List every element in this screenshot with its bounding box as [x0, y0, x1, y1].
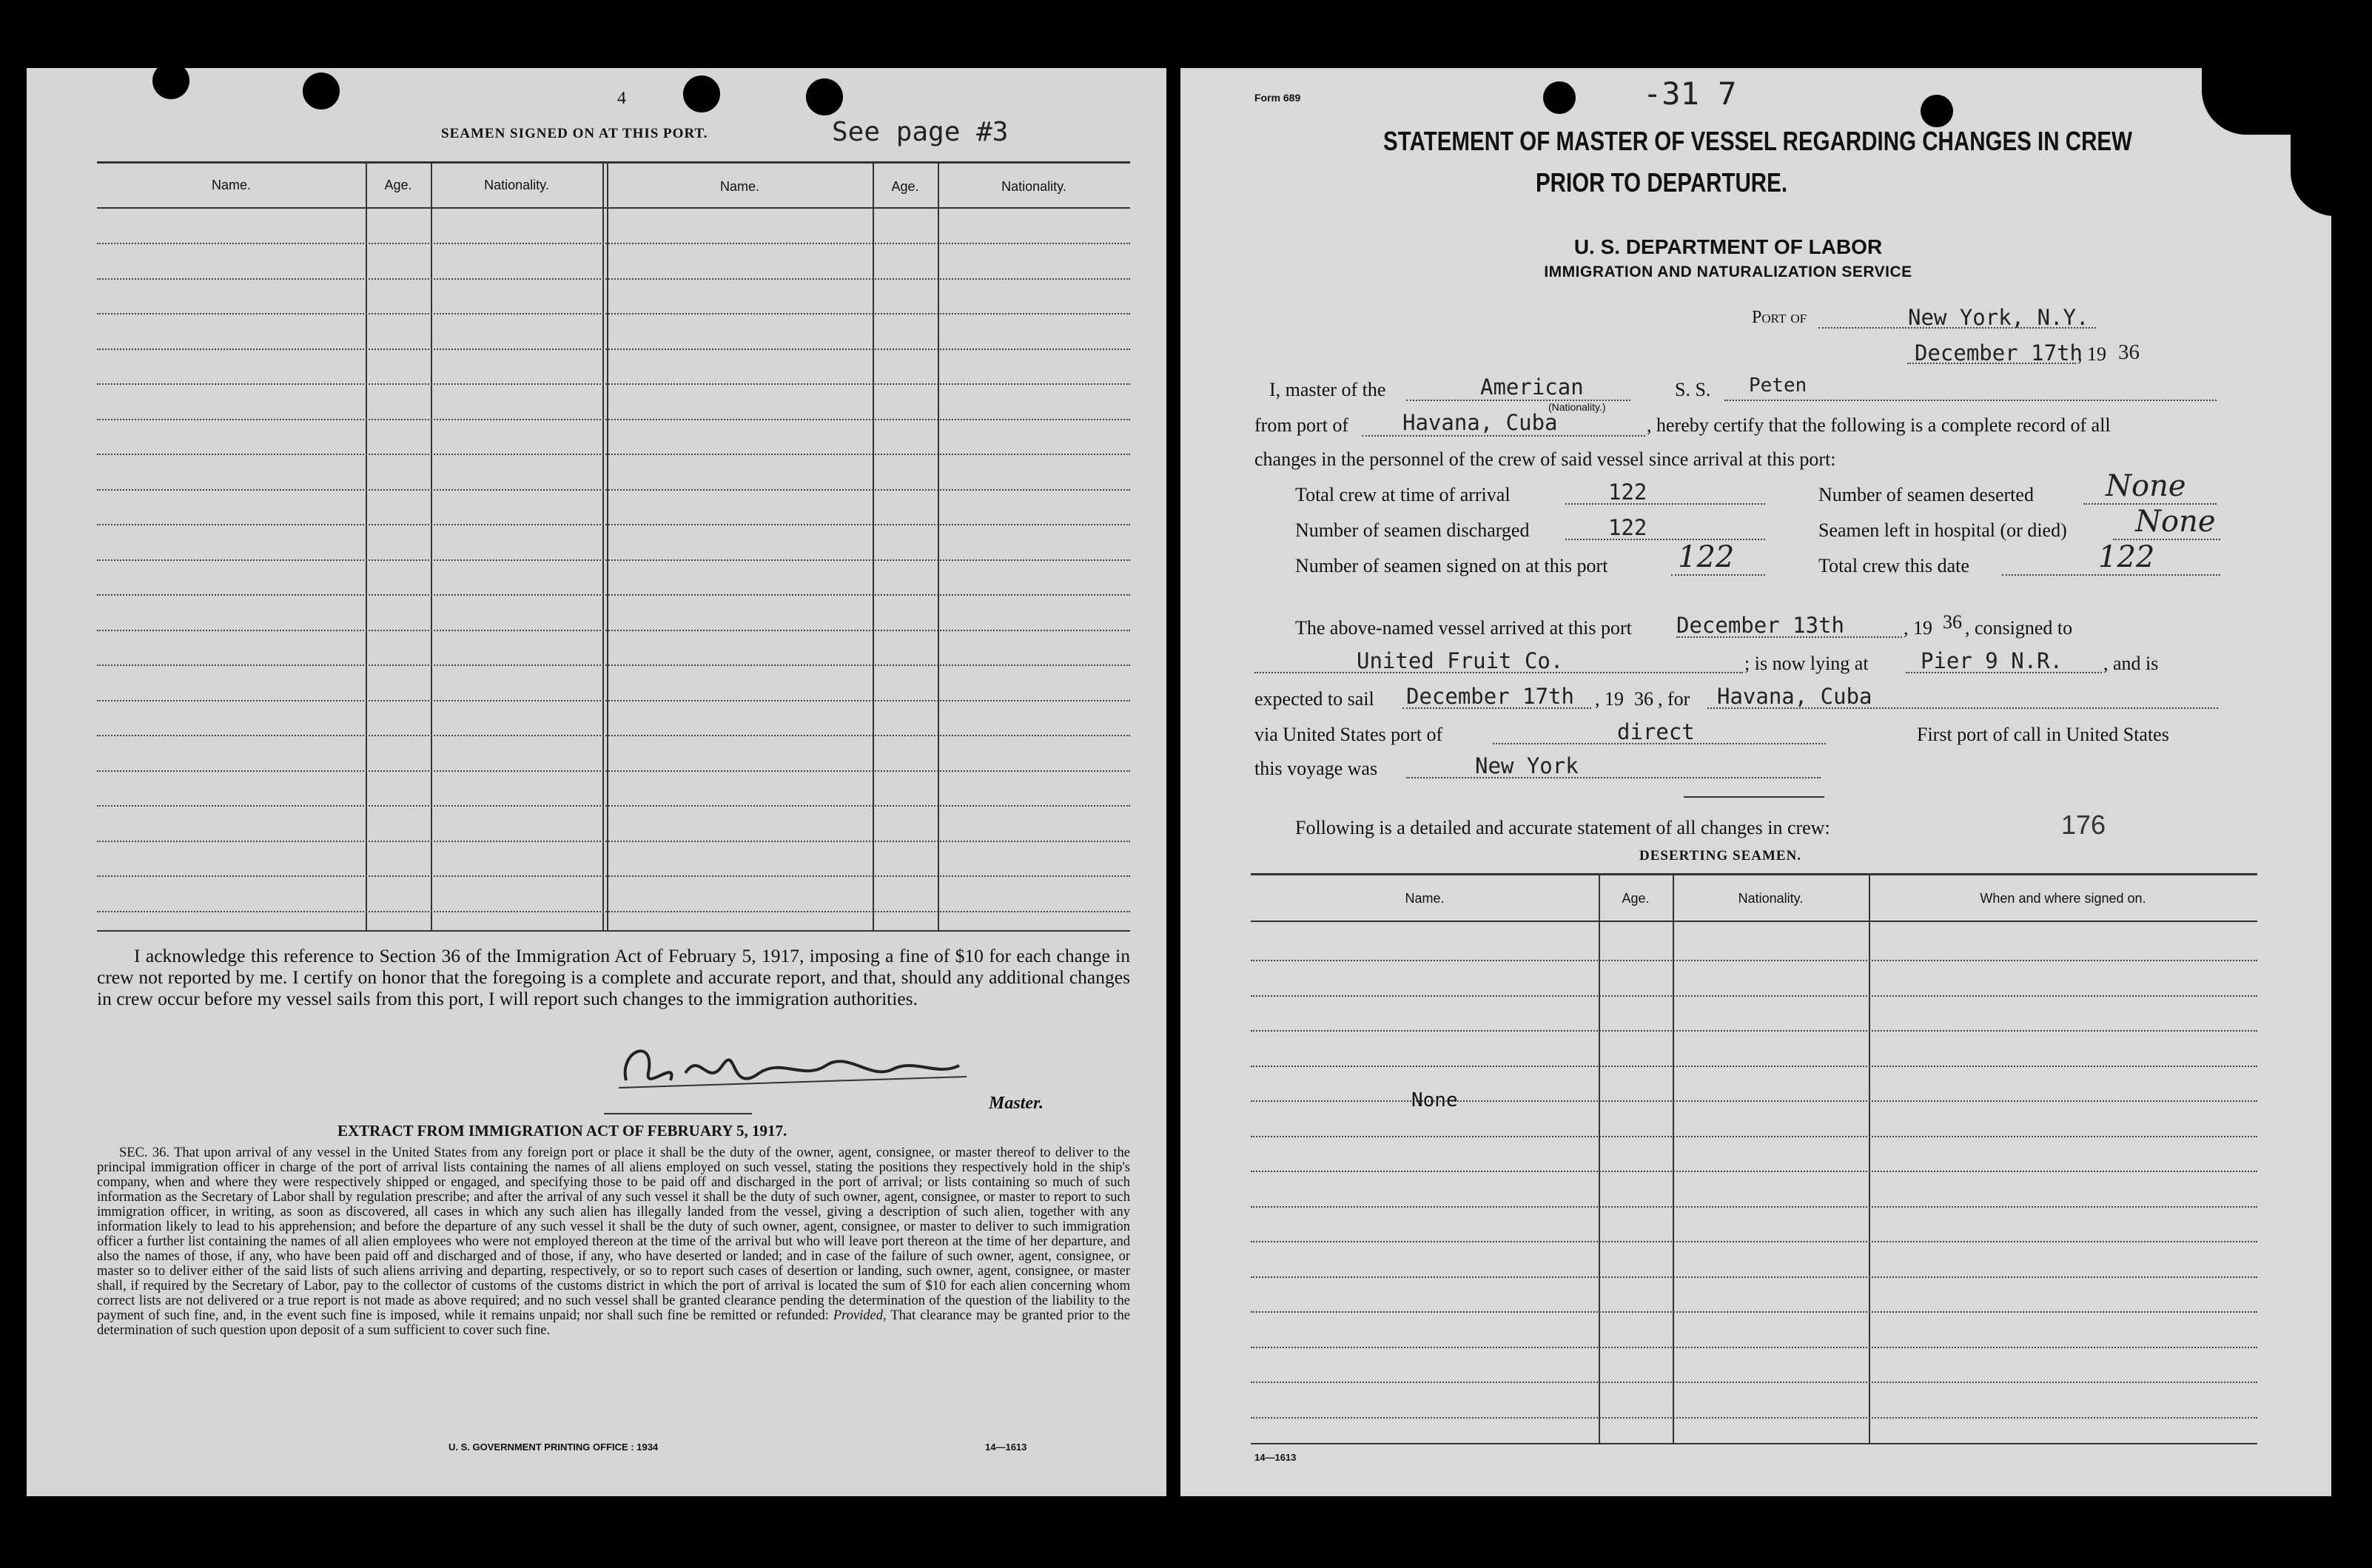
column-header-nationality: Nationality. [484, 178, 549, 192]
year-prefix: , 19 [2077, 343, 2106, 365]
punch-hole [303, 73, 340, 110]
service: IMMIGRATION AND NATURALIZATION SERVICE [1544, 263, 1912, 280]
column-header-signed-on: When and where signed on. [1980, 891, 2146, 906]
punch-hole [806, 78, 843, 115]
arrived-label: The above-named vessel arrived at this port [1295, 617, 1632, 639]
table-row [97, 489, 1130, 491]
form-code: 14—1613 [985, 1441, 1027, 1453]
via-value: direct [1617, 719, 1695, 744]
consigned-label: , consigned to [1965, 617, 2073, 639]
table-row [97, 805, 1130, 807]
arrived-value: December 13th [1676, 613, 1844, 638]
nationality-caption: (Nationality.) [1548, 401, 1606, 413]
column-divider [431, 161, 432, 931]
table-top-rule [1251, 873, 2257, 875]
voyage-label: this voyage was [1254, 758, 1378, 779]
deserting-title: DESERTING SEAMEN. [1639, 848, 1802, 864]
total-crew-arrival-label: Total crew at time of arrival [1295, 484, 1511, 505]
form-title: STATEMENT OF MASTER OF VESSEL REGARDING CHANGES IN CREW [1383, 126, 2132, 156]
stamp-number: 176 [2061, 810, 2106, 840]
table-header-rule [1251, 921, 2257, 922]
table-row [1251, 1382, 2257, 1383]
table-header-rule [97, 207, 1130, 209]
extract-title: EXTRACT FROM IMMIGRATION ACT OF FEBRUARY 5, 1917. [337, 1122, 787, 1140]
table-row [1251, 1417, 2257, 1419]
table-row [97, 278, 1130, 280]
table-row [97, 911, 1130, 912]
arrived-year: 36 [1943, 611, 1962, 633]
column-header-age: Age. [384, 178, 412, 192]
table-top-rule [97, 161, 1130, 164]
ship-value: Peten [1749, 374, 1807, 397]
table-row [1251, 1066, 2257, 1067]
department: U. S. DEPARTMENT OF LABOR [1573, 235, 1883, 258]
handwritten-note: See page #3 [832, 117, 1009, 147]
table-row [1251, 1030, 2257, 1032]
expected-year-prefix: , 19 [1595, 688, 1624, 710]
expected-year: 36 [1634, 688, 1653, 710]
column-divider [366, 161, 367, 931]
port-label: Port of [1752, 308, 1807, 327]
column-header-age: Age. [1622, 891, 1650, 906]
from-port-line [1362, 435, 1645, 437]
consignee-value: United Fruit Co. [1357, 648, 1564, 673]
discharged-line [1565, 539, 1765, 540]
table-row [97, 770, 1130, 772]
table-row [1251, 1171, 2257, 1172]
punch-hole [683, 75, 720, 112]
table-row [1251, 1241, 2257, 1242]
page-number: 4 [617, 89, 626, 108]
table-row [97, 594, 1130, 596]
table-row [1251, 1206, 2257, 1208]
table-row [1251, 960, 2257, 961]
and-is: , and is [2103, 653, 2159, 674]
deserted-value: None [2106, 469, 2186, 503]
table-row [1251, 1276, 2257, 1278]
column-header-name: Name. [719, 179, 759, 194]
form-number: Form 689 [1254, 92, 1301, 104]
table-row [97, 313, 1130, 314]
column-divider [602, 161, 604, 931]
following-text: Following is a detailed and accurate statement of all changes in crew: [1295, 817, 1830, 838]
ss-label: S. S. [1675, 379, 1711, 400]
column-divider [873, 161, 874, 931]
form-code: 14—1613 [1254, 1452, 1297, 1463]
table-row [1251, 1311, 2257, 1313]
total-crew-arrival-value: 122 [1608, 480, 1647, 505]
ship-line [1724, 400, 2217, 401]
table-row [97, 841, 1130, 842]
file-stamp: -31 7 [1643, 75, 1737, 112]
column-divider [938, 161, 939, 931]
total-crew-date-label: Total crew this date [1818, 555, 1969, 576]
signed-on-line [1671, 574, 1765, 576]
master-signature [611, 1029, 996, 1111]
table-row [97, 454, 1130, 455]
first-port-label: First port of call in United States [1917, 724, 2169, 745]
total-crew-arrival-line [1565, 503, 1765, 505]
divider [604, 1113, 752, 1114]
changes-text: changes in the personnel of the crew of said vessel since arrival at this port: [1254, 448, 1836, 470]
year-value: 36 [2118, 340, 2140, 364]
right-page [1180, 68, 2331, 1496]
deserted-label: Number of seamen deserted [1818, 484, 2034, 505]
table-row [1251, 1136, 2257, 1137]
for-label: , for [1658, 688, 1690, 710]
column-divider [607, 161, 608, 931]
table-row [97, 524, 1130, 525]
punch-hole [1543, 81, 1576, 114]
lying-label: ; is now lying at [1744, 653, 1869, 674]
table-bottom-rule [97, 930, 1130, 932]
table-row [97, 735, 1130, 736]
deserting-entry: None [1411, 1089, 1458, 1111]
column-header-name: Name. [211, 178, 251, 192]
column-header-age: Age. [891, 179, 919, 194]
table-row [97, 349, 1130, 350]
total-crew-date-value: 122 [2098, 540, 2155, 574]
column-header-name: Name. [1405, 891, 1445, 906]
punch-hole [1921, 95, 1953, 127]
discharged-value: 122 [1608, 515, 1647, 540]
signed-on-label: Number of seamen signed on at this port [1295, 555, 1608, 576]
table-row [1251, 1100, 2257, 1102]
column-header-nationality: Nationality. [1001, 179, 1066, 194]
table-row [97, 875, 1130, 877]
date-value: December 17th [1915, 340, 2083, 366]
table-bottom-rule [1251, 1443, 2257, 1444]
lying-value: Pier 9 N.R. [1921, 648, 2063, 673]
master-of-label: I, master of the [1269, 379, 1386, 400]
punch-hole [152, 62, 189, 99]
table-row [1251, 1347, 2257, 1348]
discharged-label: Number of seamen discharged [1295, 519, 1530, 541]
signed-on-value: 122 [1678, 540, 1735, 574]
table-row [97, 700, 1130, 701]
for-value: Havana, Cuba [1717, 684, 1872, 709]
certification-text: I acknowledge this reference to Section 36 of the Immigration Act of February 5, 1917, imposing a fine of $10 for each change in crew not reported by me. I certify on honor that the foregoing is a complete and accurate report, and that, should any additional changes in crew occur before my vessel sails from this port, I will report such changes to the immigration authorities. [97, 945, 1130, 1009]
voyage-line [1406, 777, 1821, 778]
table-row [1251, 995, 2257, 997]
master-label: Master. [989, 1094, 1044, 1113]
hospital-label: Seamen left in hospital (or died) [1818, 519, 2067, 541]
printer-note: U. S. GOVERNMENT PRINTING OFFICE : 1934 [448, 1441, 659, 1453]
left-page [27, 68, 1166, 1496]
from-port-value: Havana, Cuba [1402, 410, 1558, 435]
table-row [97, 664, 1130, 666]
arrived-year-prefix: , 19 [1904, 617, 1932, 639]
section-title: SEAMEN SIGNED ON AT THIS PORT. [441, 126, 708, 141]
column-divider [1599, 873, 1600, 1443]
table-row [97, 383, 1130, 385]
column-header-nationality: Nationality. [1738, 891, 1804, 906]
hospital-value: None [2135, 505, 2216, 539]
via-label: via United States port of [1254, 724, 1443, 745]
expected-label: expected to sail [1254, 688, 1374, 710]
nationality-value: American [1480, 374, 1584, 400]
total-crew-date-line [2002, 574, 2220, 576]
port-value: New York, N.Y. [1908, 305, 2089, 330]
table-row [97, 419, 1130, 420]
from-port-label: from port of [1254, 414, 1349, 436]
table-row [97, 243, 1130, 244]
form-subtitle: PRIOR TO DEPARTURE. [1535, 167, 1788, 198]
certify-text: , hereby certify that the following is a complete record of all [1647, 414, 2111, 436]
column-divider [1869, 873, 1870, 1443]
column-divider [1673, 873, 1674, 1443]
torn-edge [2291, 112, 2357, 216]
extract-body: SEC. 36. That upon arrival of any vessel in the United States from any foreign port or place it shall be the duty of the owner, agent, consignee, or master thereof to deliver to the principal immigration officer in charge of the port of arrival lists containing the names of all aliens employed on such vessel, stating the positions they respectively hold in the ship's company, when and where they were respectively shipped or engaged, and specifying those to be paid off and discharged in the port of arrival; or lists containing so much of such information as the Secretary of Labor shall by regulation prescribe; and after the arrival of any such vessel it shall be the duty of such owner, agent, consignee, or master to report to such immigration officer, in writing, as soon as discovered, all cases in which any such alien has illegally landed from the vessel, giving a description of such alien, together with any information likely to lead to his apprehension; and before the departure of any such vessel it shall be the duty of such owner, agent, consignee, or master to deliver to such immigration officer a further list containing the names of all alien employees who were not employed thereon at the time of the arrival but who will leave port thereon at the time of her departure, and also the names of those, if any, who have been paid off and discharged and of those, if any, who have deserted or landed; and in case of the failure of such owner, agent, consignee, or master so to deliver either of the said lists of such aliens arriving and departing, respectively, or so to report such cases of desertion or landing, such owner, agent, consignee, or master shall, if required by the Secretary of Labor, pay to the collector of customs of the customs district in which the port of arrival is located the sum of $10 for each alien concerning whom correct lists are not delivered or a true report is not made as above required; and no such vessel shall be granted clearance pending the determination of the question of the liability to the payment of such fine, and, in the event such fine is imposed, while it remains unpaid; nor shall such fine be remitted or refunded: Provided, That clearance may be granted prior to the determination of such question upon deposit of a sum sufficient to cover such fine. [97, 1145, 1131, 1338]
expected-value: December 17th [1406, 684, 1574, 709]
divider [1684, 796, 1824, 798]
table-row [97, 559, 1130, 561]
table-row [97, 630, 1130, 631]
voyage-value: New York [1475, 753, 1579, 778]
